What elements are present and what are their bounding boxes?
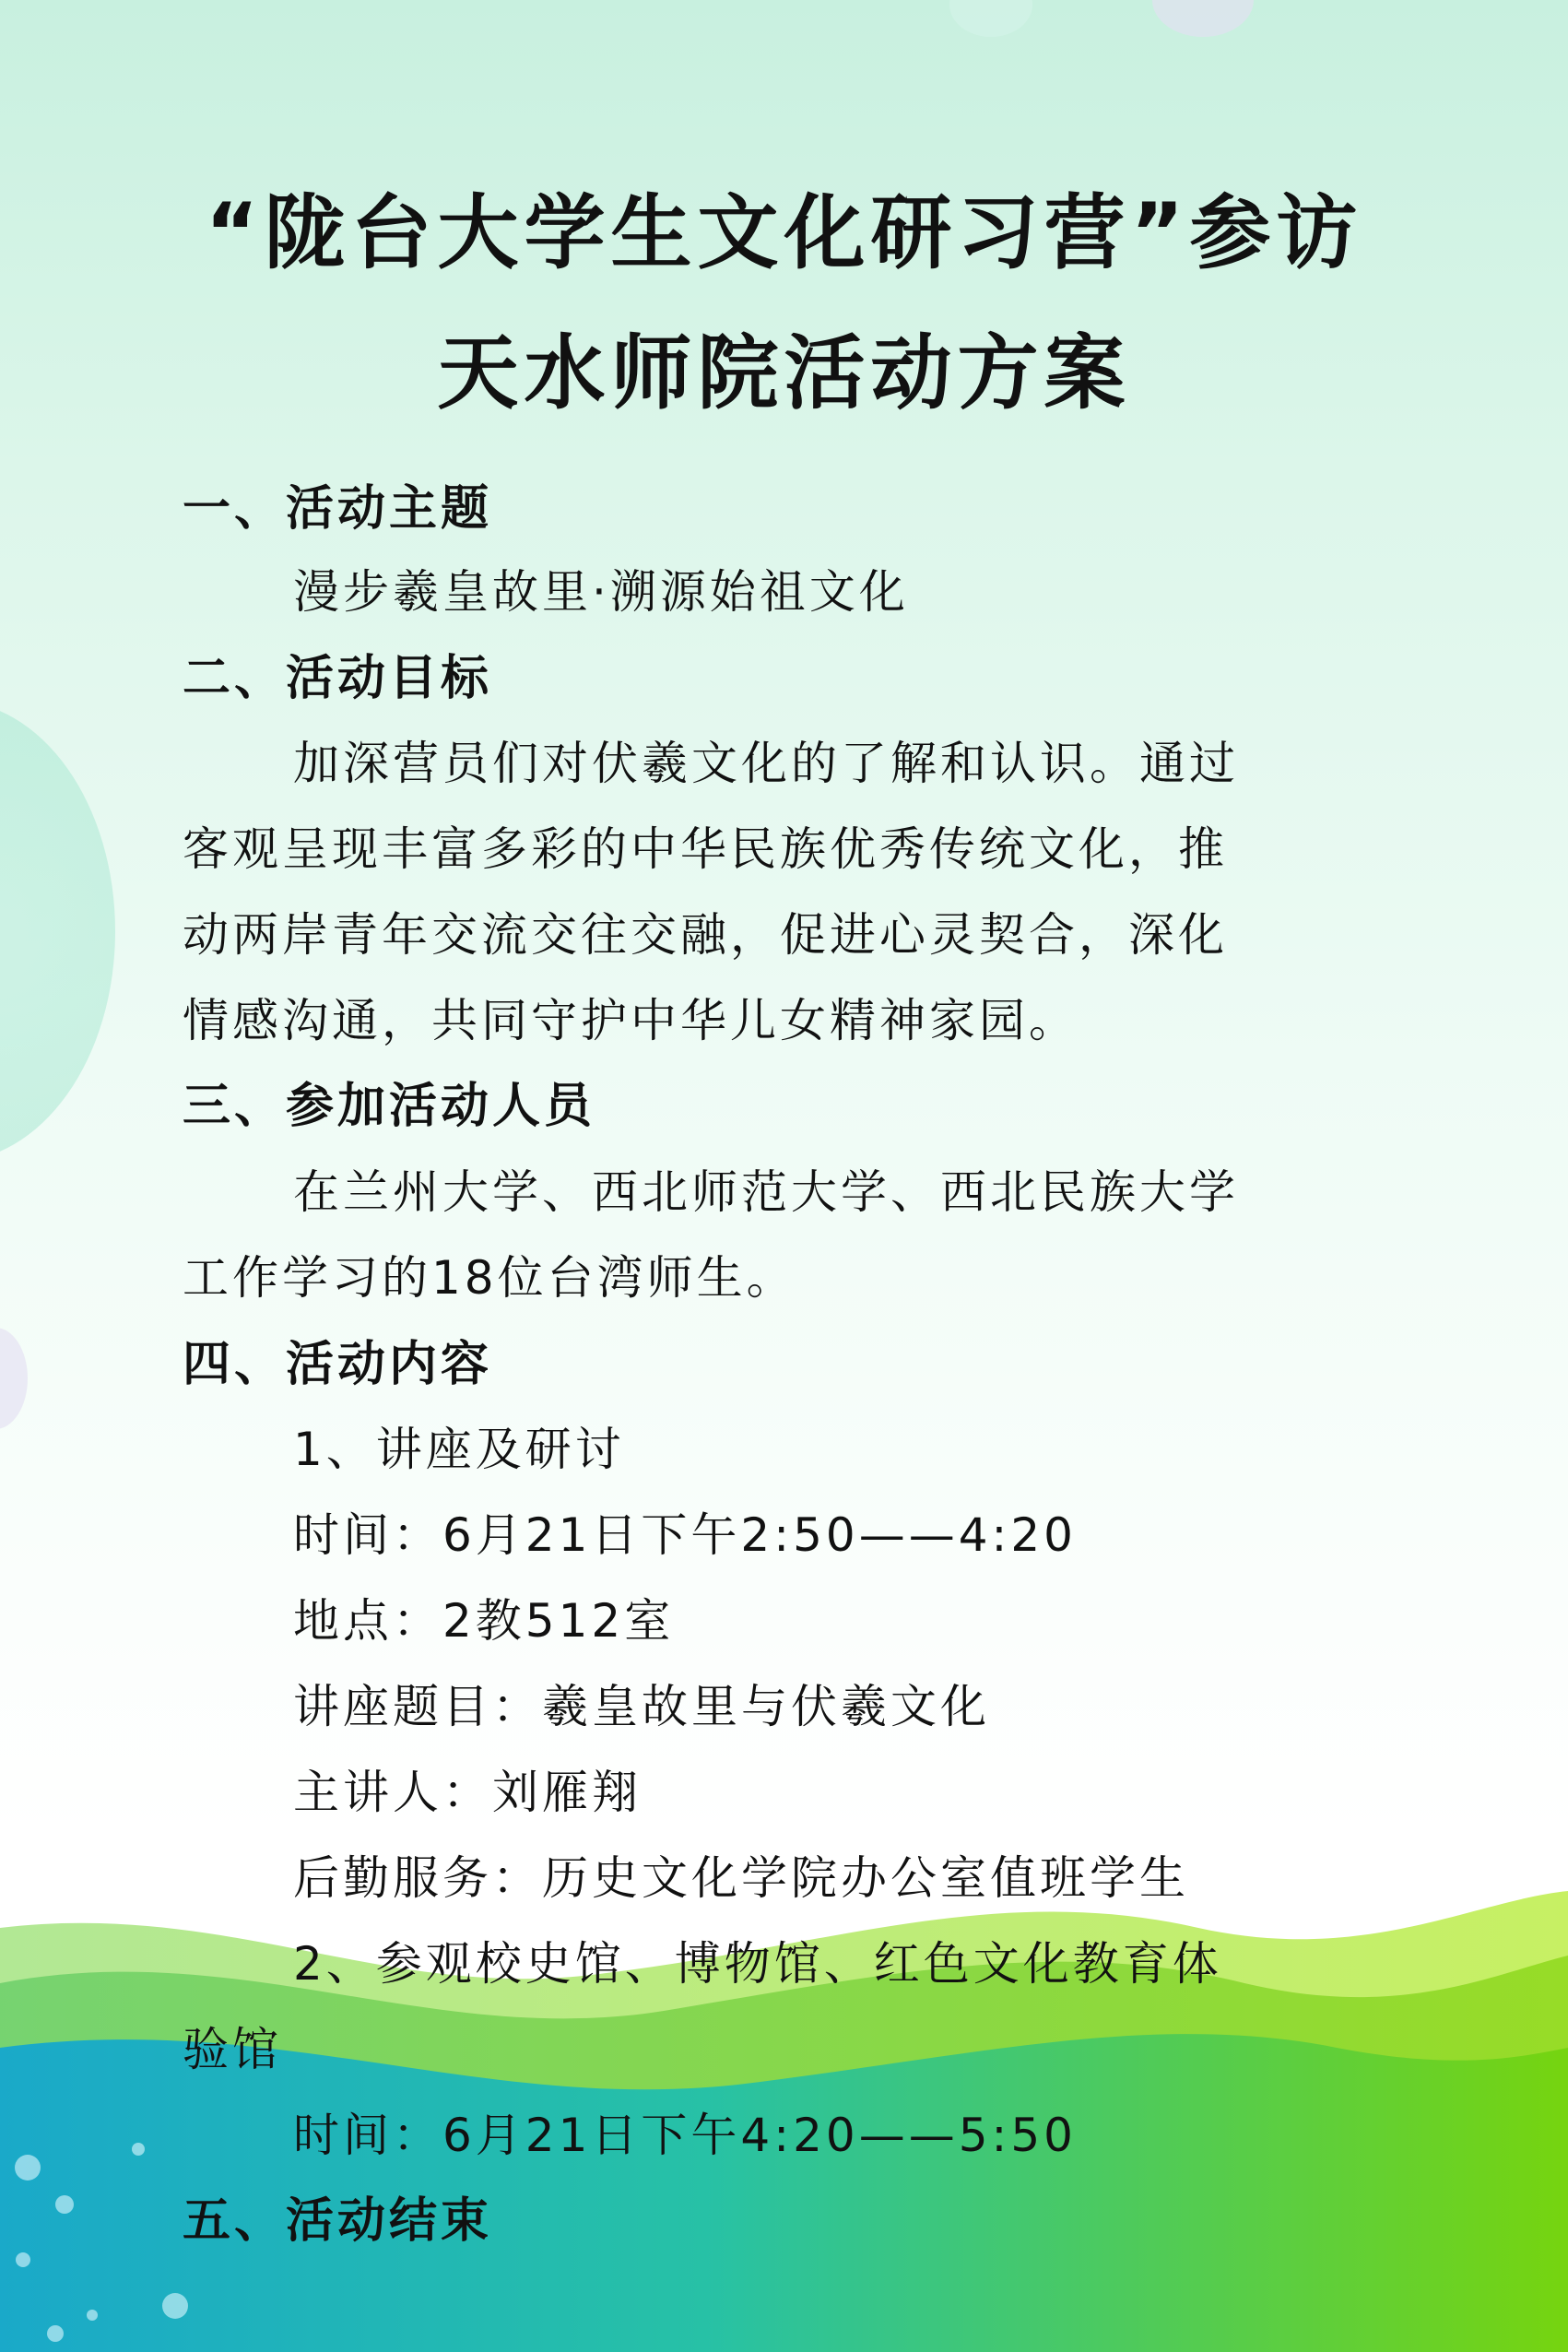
item-title-continued: 验馆 xyxy=(183,2023,282,2076)
section-heading-theme: 一、活动主题 xyxy=(183,481,493,537)
document-title-line2: 天水师院活动方案 xyxy=(437,325,1131,420)
paragraph-line: 在兰州大学、西北师范大学、西北民族大学 xyxy=(293,1165,1239,1219)
item-place: 地点：2教512室 xyxy=(293,1594,675,1648)
section-heading-goal: 二、活动目标 xyxy=(183,651,493,706)
paragraph-line: 动两岸青年交流交往交融，促进心灵契合，深化 xyxy=(183,908,1228,962)
paragraph-line: 漫步羲皇故里·溯源始祖文化 xyxy=(293,565,909,619)
section-heading-end: 五、活动结束 xyxy=(183,2193,493,2249)
paragraph-line: 客观呈现丰富多彩的中华民族优秀传统文化，推 xyxy=(183,822,1228,876)
section-heading-participants: 三、参加活动人员 xyxy=(183,1079,596,1134)
item-time: 时间：6月21日下午4:20——5:50 xyxy=(293,2109,1077,2162)
paragraph-line: 情感沟通，共同守护中华儿女精神家园。 xyxy=(183,994,1079,1047)
item-logistics: 后勤服务：历史文化学院办公室值班学生 xyxy=(293,1851,1189,1905)
section-heading-content: 四、活动内容 xyxy=(183,1337,493,1392)
item-speaker: 主讲人：刘雁翔 xyxy=(293,1766,642,1819)
paragraph-line: 工作学习的18位台湾师生。 xyxy=(183,1251,796,1305)
item-topic: 讲座题目：羲皇故里与伏羲文化 xyxy=(293,1680,990,1733)
item-title: 1、讲座及研讨 xyxy=(293,1423,625,1476)
document-title-line1: “陇台大学生文化研习营”参访 xyxy=(205,185,1363,280)
item-title: 2、参观校史馆、博物馆、红色文化教育体 xyxy=(293,1937,1222,1991)
item-time: 时间：6月21日下午2:50——4:20 xyxy=(293,1508,1077,1562)
paragraph-line: 加深营员们对伏羲文化的了解和认识。通过 xyxy=(293,737,1239,790)
